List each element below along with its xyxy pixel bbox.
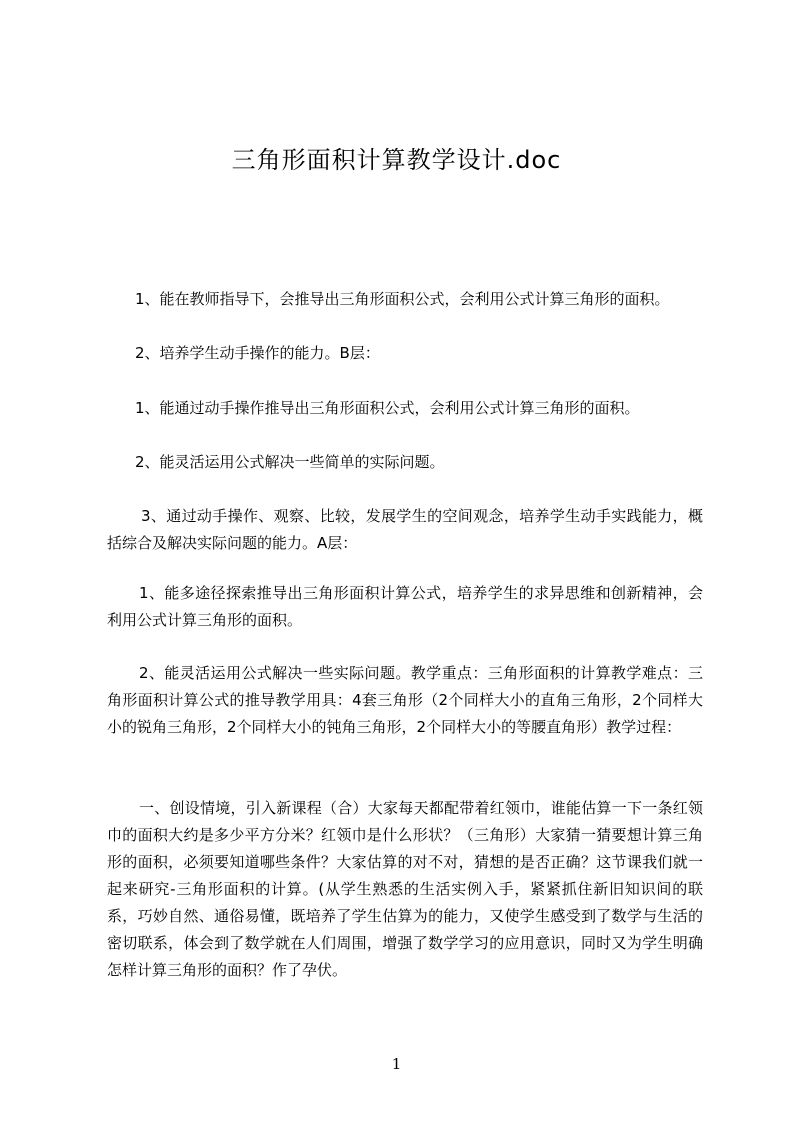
document-title: 三角形面积计算教学设计.doc (231, 146, 562, 174)
paragraph-8: 一、创设情境，引入新课程（合）大家每天都配带着红领巾，谁能估算一下一条红领巾的面积大约是多少平方分米？红领巾是什么形状？（三角形）大家猜一猜要想计算三角形的面积，必须要知道哪些条件？大家估算的对不对，猜想的是否正确？这节课我们就一起来研究-三角形面积的计算。(从学生熟悉的生活实例入手，紧紧抓住新旧知识间的联系，巧妙自然、通俗易懂，既培养了学生估算为的能力，又使学生感受到了数学与生活的密切联系，体会到了数学就在人们周围，增强了数学学习的应用意识，同时又为学生明确怎样计算三角形的面积？作了孕伏。 (107, 799, 703, 979)
paragraph-4: 2、能灵活运用公式解决一些简单的实际问题。 (135, 453, 445, 471)
page-number: 1 (391, 1055, 402, 1073)
paragraph-3: 1、能通过动手操作推导出三角形面积公式，会利用公式计算三角形的面积。 (135, 399, 640, 417)
paragraph-2: 2、培养学生动手操作的能力。B层： (135, 344, 380, 362)
paragraph-7: 2、能灵活运用公式解决一些实际问题。教学重点：三角形面积的计算教学难点：三角形面积计算公式的推导教学用具：4套三角形（2个同样大小的直角三角形，2个同样大小的锐角三角形，2个同样大小的钝角三角形，2个同样大小的等腰直角形）教学过程： (107, 664, 703, 736)
paragraph-5: 3、通过动手操作、观察、比较，发展学生的空间观念，培养学生动手实践能力，概括综合及解决实际问题的能力。A层： (107, 507, 703, 552)
paragraph-6: 1、能多途径探索推导出三角形面积计算公式，培养学生的求异思维和创新精神，会利用公式计算三角形的面积。 (107, 584, 703, 629)
paragraph-1: 1、能在教师指导下，会推导出三角形面积公式，会利用公式计算三角形的面积。 (135, 290, 670, 308)
